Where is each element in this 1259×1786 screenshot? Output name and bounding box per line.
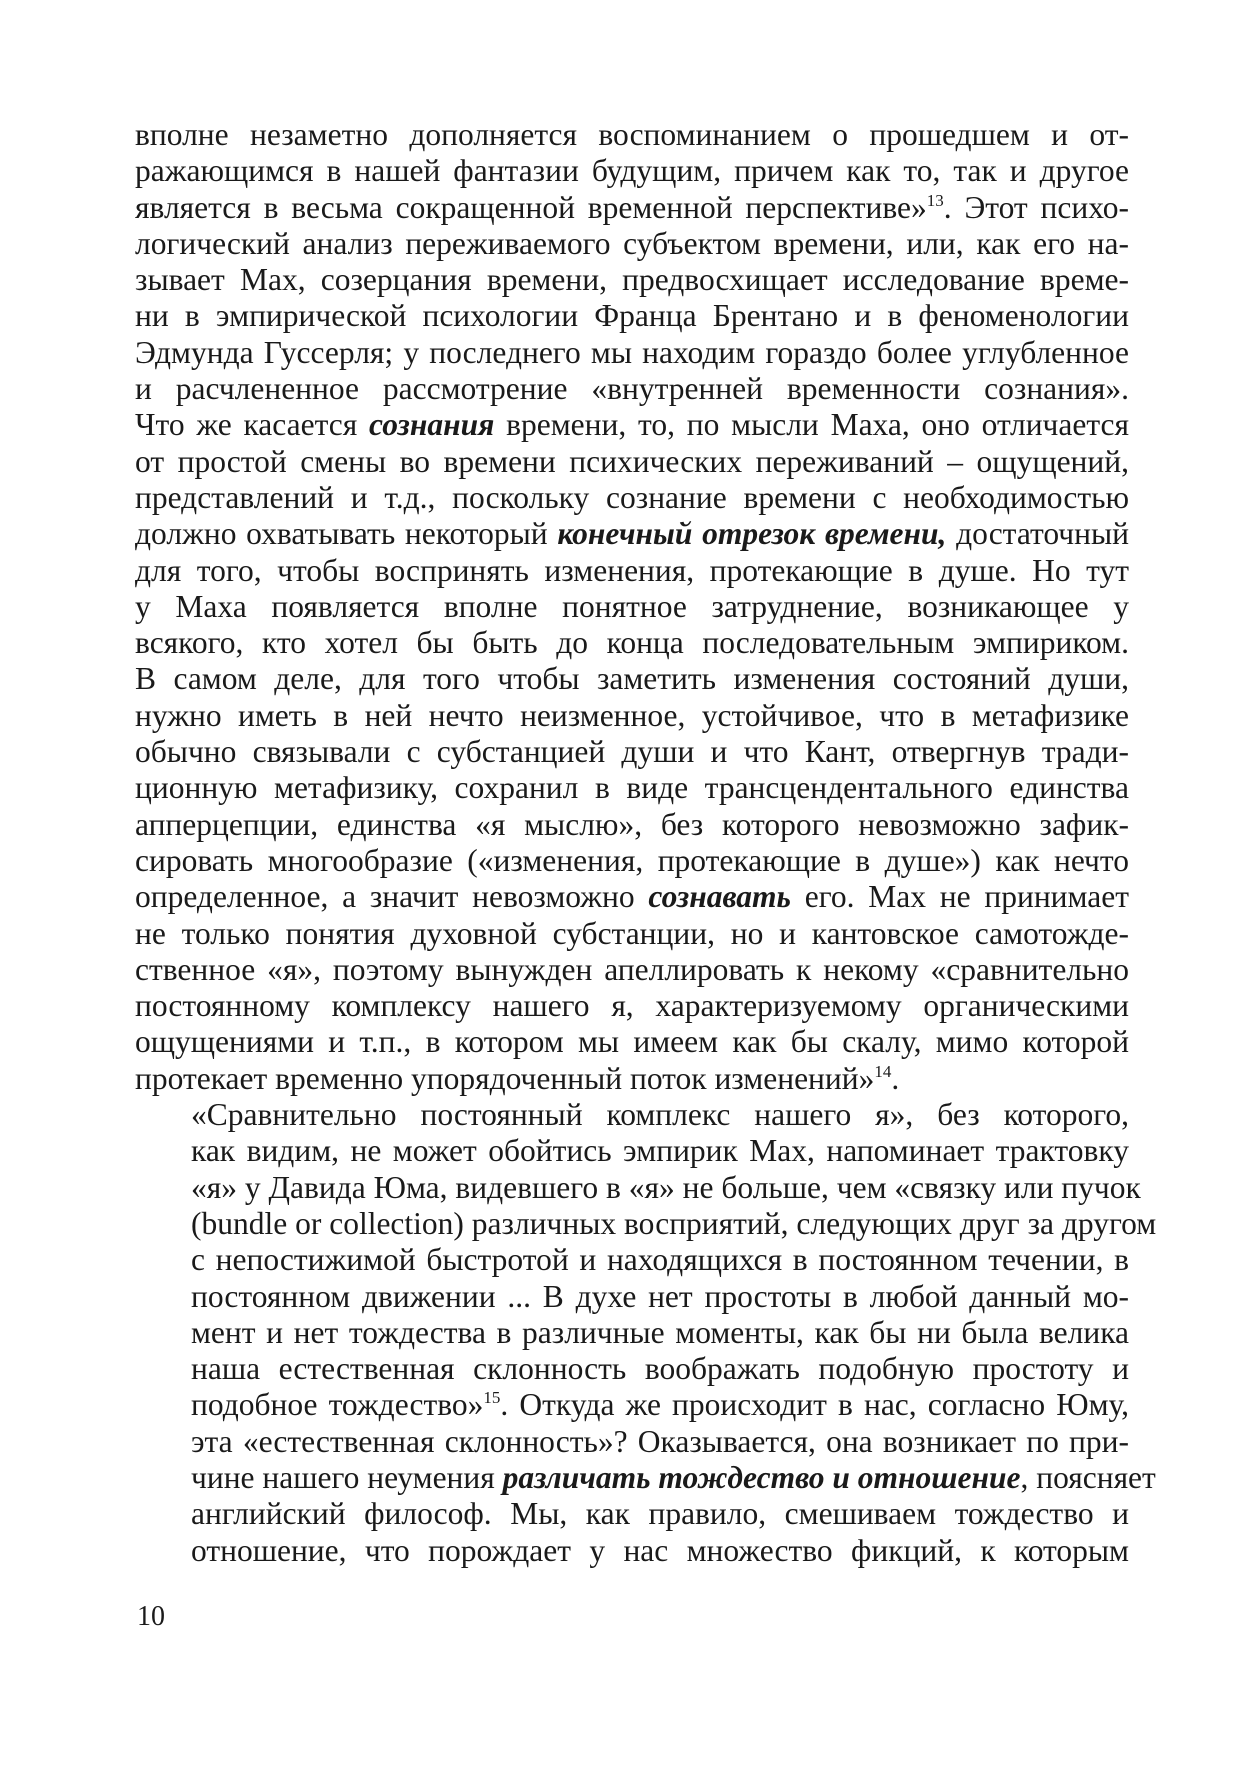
text-run: . [891,1060,900,1096]
text-line: английский философ. Мы, как правило, смешиваем тождество и [191,1496,1129,1532]
text-line: эта «естественная склонность»? Оказывается, она возникает по при- [191,1423,1129,1459]
text-line: ощущениями и т.п., в котором мы имеем как бы скалу, мимо которой [135,1024,1129,1060]
text-line: всякого, кто хотел бы быть до конца последовательным эмпириком. [135,625,1129,661]
text-run: чине нашего неумения [191,1459,503,1495]
text-run: определенное, а значит невозможно [135,879,649,915]
text-line: нужно иметь в ней нечто неизменное, устойчивое, что в метафизике [135,697,1129,733]
text-line: ражающимся в нашей фантазии будущим, причем как то, так и другое [135,153,1129,189]
emphasis: различать тождество и отношение [502,1459,1021,1495]
footnote-ref-15: 15 [483,1388,501,1408]
text-run: . Откуда же происходит в нас, согласно Юму, [500,1387,1129,1423]
text-run: времени, то, по мысли Маха, оно отличается [494,407,1129,443]
text-line: для того, чтобы воспринять изменения, протекающие в душе. Но тут [135,552,1129,588]
text-run: должно охватывать некоторый [135,516,558,552]
text-line: вполне незаметно дополняется воспоминанием о прошедшем и от- [135,117,1129,152]
text-line: ни в эмпирической психологии Франца Брентано и в феноменологии [135,298,1129,334]
paragraph [135,1097,1157,1569]
text-line: отношение, что порождает у нас множество фикций, к которым [191,1532,1129,1568]
text-line: «я» у Давида Юма, видевшего в «я» не больше, чем «связку или пучок [191,1169,1141,1205]
text-line: апперцепции, единства «я мыслю», без которого невозможно зафик- [135,806,1129,842]
emphasis: сознания [369,407,495,443]
text-run: , поясняет [1020,1459,1156,1495]
text-line: сировать многообразие («изменения, протекающие в душе») как нечто [135,842,1129,878]
text-line: зывает Мах, созерцания времени, предвосхищает исследование време- [135,262,1129,298]
text-line [135,879,1129,915]
text-run: . Этот психо- [943,189,1130,225]
paragraph [135,117,1129,1097]
text-line: логический анализ переживаемого субъектом времени, или, как его на- [135,225,1129,261]
text-line: мент и нет тождества в различные моменты, как бы ни была велика [191,1314,1129,1350]
text-line: ственное «я», поэтому вынужден апеллировать к некому «сравнительно [135,951,1129,987]
text-line: постоянном движении ... В духе нет простоты в любой данный мо- [191,1278,1129,1314]
text-line: и расчлененное рассмотрение «внутренней временности сознания». [135,371,1129,407]
emphasis: сознавать [648,879,791,915]
text-line: с непостижимой быстротой и находящихся в постоянном течении, в [191,1242,1129,1278]
text-line [135,190,1129,226]
text-line: «Сравнительно постоянный комплекс нашего я», без которого, [191,1097,1129,1133]
text-line: Эдмунда Гуссерля; у последнего мы находим гораздо более углубленное [135,334,1129,370]
footnote-ref-14: 14 [874,1061,892,1081]
footnote-ref-13: 13 [926,190,944,210]
text-line: наша естественная склонность воображать подобную простоту и [191,1351,1129,1387]
text-line: у Маха появляется вполне понятное затруднение, возникающее у [135,588,1129,624]
text-line [135,1061,1129,1097]
text-line: не только понятия духовной субстанции, но и кантовское самотожде- [135,915,1129,951]
text-run: его. Мах не принимает [790,879,1129,915]
text-run: Что же касается [135,407,370,443]
emphasis: конечный отрезок времени, [557,516,947,552]
text-line: (bundle or collection) различных восприятий, следующих друг за другом [191,1205,1157,1241]
text-line: постоянному комплексу нашего я, характеризуемому органическими [135,988,1129,1024]
text-line [135,516,1129,552]
text-line: представлений и т.д., поскольку сознание времени с необходимостью [135,479,1129,515]
text-line [135,1387,1129,1423]
body-text [135,117,1157,1569]
text-line: обычно связывали с субстанцией души и что Кант, отвергнув тради- [135,734,1129,770]
text-line: как видим, не может обойтись эмпирик Мах, напоминает трактовку [191,1133,1129,1169]
text-run: является в весьма сокращенной временной перспективе» [135,189,927,225]
text-run: протекает временно упорядоченный поток изменений» [135,1060,875,1096]
page-number: 10 [137,1601,165,1632]
text-run: достаточный [946,516,1130,552]
text-line [135,1459,1156,1496]
text-run: подобное тождество» [191,1387,484,1423]
text-line [135,407,1129,443]
text-line: ционную метафизику, сохранил в виде трансцендентального единства [135,770,1129,806]
text-line: от простой смены во времени психических переживаний – ощущений, [135,443,1129,479]
text-line: В самом деле, для того чтобы заметить изменения состояний души, [135,661,1129,697]
